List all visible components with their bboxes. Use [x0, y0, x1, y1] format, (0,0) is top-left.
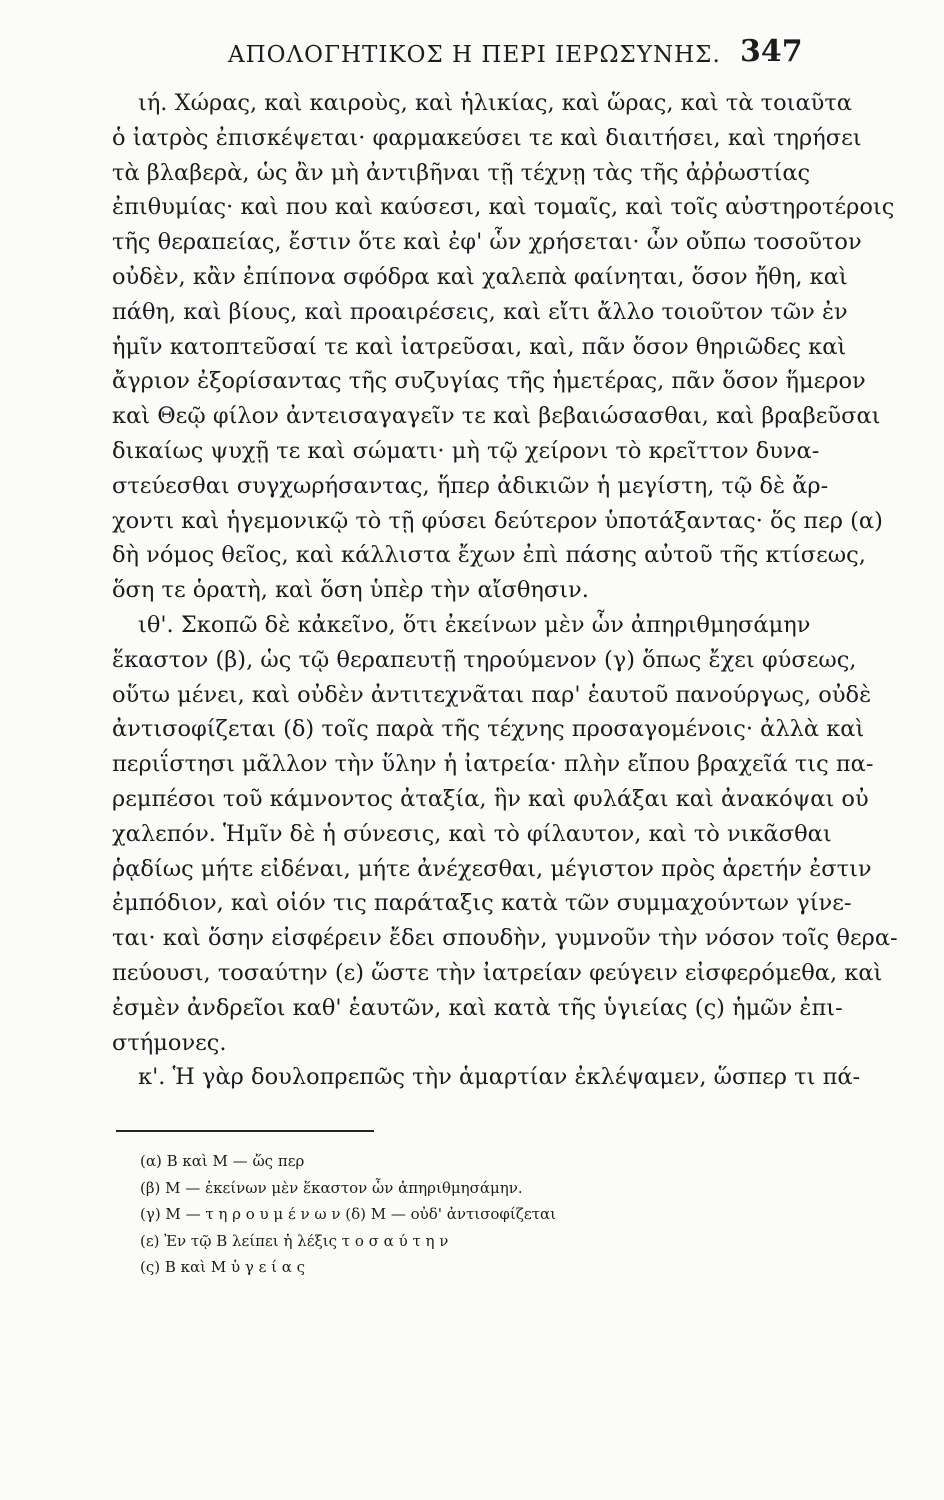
text-line: καὶ Θεῷ φίλον ἀντεισαγαγεῖν τε καὶ βεβαιώσασθαι, καὶ βραβεῦσαι: [112, 403, 881, 430]
footnote-separator: [116, 1130, 374, 1132]
text-line: ιθ'. Σκοπῶ δὲ κἀκεῖνο, ὅτι ἐκείνων μὲν ὧν ἀπηριθμησάμην: [138, 611, 811, 638]
text-line: κ'. Ἡ γὰρ δουλοπρεπῶς τὴν ἁμαρτίαν ἐκλέψαμεν, ὥσπερ τι πά-: [138, 1064, 861, 1091]
text-line: ἕκαστον (β), ὡς τῷ θεραπευτῇ τηρούμενον (γ) ὅπως ἔχει φύσεως,: [112, 646, 857, 673]
text-line: ἡμῖν κατοπτεῦσαί τε καὶ ἰατρεῦσαι, καὶ, πᾶν ὅσον θηριῶδες καὶ: [112, 333, 847, 360]
text-line: ἐμπόδιον, καὶ οἱόν τις παράταξις κατὰ τῶν συμμαχούντων γίνε-: [112, 890, 852, 917]
text-line: ρεμπέσοι τοῦ κάμνοντος ἀταξία, ἣν καὶ φυλάξαι καὶ ἀνακόψαι οὐ: [112, 785, 869, 812]
text-line: οὐδὲν, κἂν ἐπίπονα σφόδρα καὶ χαλεπὰ φαίνηται, ὅσον ἤθη, καὶ: [112, 263, 848, 290]
text-line: περιΐστησι μᾶλλον τὴν ὕλην ἡ ἰατρεία· πλὴν εἴπου βραχεῖά τις πα-: [112, 751, 874, 778]
text-line: στεύεσθαι συγχωρήσαντας, ἥπερ ἀδικιῶν ἡ μεγίστη, τῷ δὲ ἄρ-: [112, 472, 829, 499]
text-line: χαλεπόν. Ἡμῖν δὲ ἡ σύνεσις, καὶ τὸ φίλαυτον, καὶ τὸ νικᾶσθαι: [112, 820, 832, 847]
text-line: ται· καὶ ὅσην εἰσφέρειν ἔδει σπουδὴν, γυμνοῦν τὴν νόσον τοῖς θερα-: [112, 925, 898, 952]
footnote: (γ) Μ — τ η ρ ο υ μ έ ν ω ν (δ) Μ — οὐδ' ἀντισοφίζεται: [140, 1205, 557, 1223]
text-line: χοντι καὶ ἡγεμονικῷ τὸ τῇ φύσει δεύτερον ὑποτάξαντας· ὅς περ (α): [112, 507, 883, 534]
text-line: ἐσμὲν ἀνδρεῖοι καθ' ἑαυτῶν, καὶ κατὰ τῆς ὑγιείας (ς) ἡμῶν ἐπι-: [112, 994, 843, 1021]
text-line: ἄγριον ἐξορίσαντας τῆς συζυγίας τῆς ἡμετέρας, πᾶν ὅσον ἥμερον: [112, 368, 866, 395]
footnote: (α) Β καὶ Μ — ὥς περ: [140, 1152, 305, 1170]
text-line: ἐπιθυμίας· καὶ που καὶ καύσεσι, καὶ τομαῖς, καὶ τοῖς αὐστηροτέροις: [112, 194, 895, 221]
text-line: δικαίως ψυχῇ τε καὶ σώματι· μὴ τῷ χείρονι τὸ κρεῖττον δυνα-: [112, 437, 820, 464]
footnote: (ς) Β καὶ Μ ὑ γ ε ί α ς: [140, 1258, 306, 1276]
text-line: δὴ νόμος θεῖος, καὶ κάλλιστα ἔχων ἐπὶ πάσης αὐτοῦ τῆς κτίσεως,: [112, 542, 866, 569]
text-line: πεύουσι, τοσαύτην (ε) ὥστε τὴν ἰατρείαν φεύγειν εἰσφερόμεθα, καὶ: [112, 959, 883, 986]
footnote: (β) Μ — ἐκείνων μὲν ἕκαστον ὧν ἀπηριθμησάμην.: [140, 1178, 523, 1197]
text-line: ἀντισοφίζεται (δ) τοῖς παρὰ τῆς τέχνης προσαγομένοις· ἀλλὰ καὶ: [112, 716, 865, 743]
footnote: (ε) Ἐν τῷ Β λείπει ἡ λέξις τ ο σ α ύ τ η ν: [140, 1231, 449, 1250]
body-text: [112, 86, 898, 1095]
text-line: στήμονες.: [112, 1029, 227, 1056]
text-line: πάθη, καὶ βίους, καὶ προαιρέσεις, καὶ εἴτι ἄλλο τοιοῦτον τῶν ἐν: [112, 298, 848, 325]
text-line: ὁ ἰατρὸς ἐπισκέψεται· φαρμακεύσει τε καὶ διαιτήσει, καὶ τηρήσει: [112, 124, 862, 151]
text-line: ῥᾳδίως μήτε εἰδέναι, μήτε ἀνέχεσθαι, μέγιστον πρὸς ἀρετήν ἐστιν: [112, 855, 872, 882]
footnotes: [140, 1148, 700, 1281]
text-line: οὕτω μένει, καὶ οὐδὲν ἀντιτεχνᾶται παρ' ἑαυτοῦ πανούργως, οὐδὲ: [112, 681, 872, 708]
text-line: τὰ βλαβερὰ, ὡς ἂν μὴ ἀντιβῆναι τῇ τέχνῃ τὰς τῆς ἀῤῥωστίας: [112, 159, 811, 186]
text-line: ὅση τε ὁρατὴ, καὶ ὅση ὑπὲρ τὴν αἴσθησιν.: [112, 577, 589, 604]
text-line: ιή. Χώρας, καὶ καιροὺς, καὶ ἡλικίας, καὶ ὥρας, καὶ τὰ τοιαῦτα: [138, 90, 853, 116]
text-line: τῆς θεραπείας, ἔστιν ὅτε καὶ ἐφ' ὧν χρήσεται· ὧν οὔπω τοσοῦτον: [112, 229, 862, 256]
running-header: [0, 30, 944, 80]
page-number: 347: [740, 34, 803, 69]
running-title: ΑΠΟΛΟΓΗΤΙΚΟΣ Η ΠΕΡΙ ΙΕΡΩΣΥΝΗΣ.: [228, 42, 721, 68]
